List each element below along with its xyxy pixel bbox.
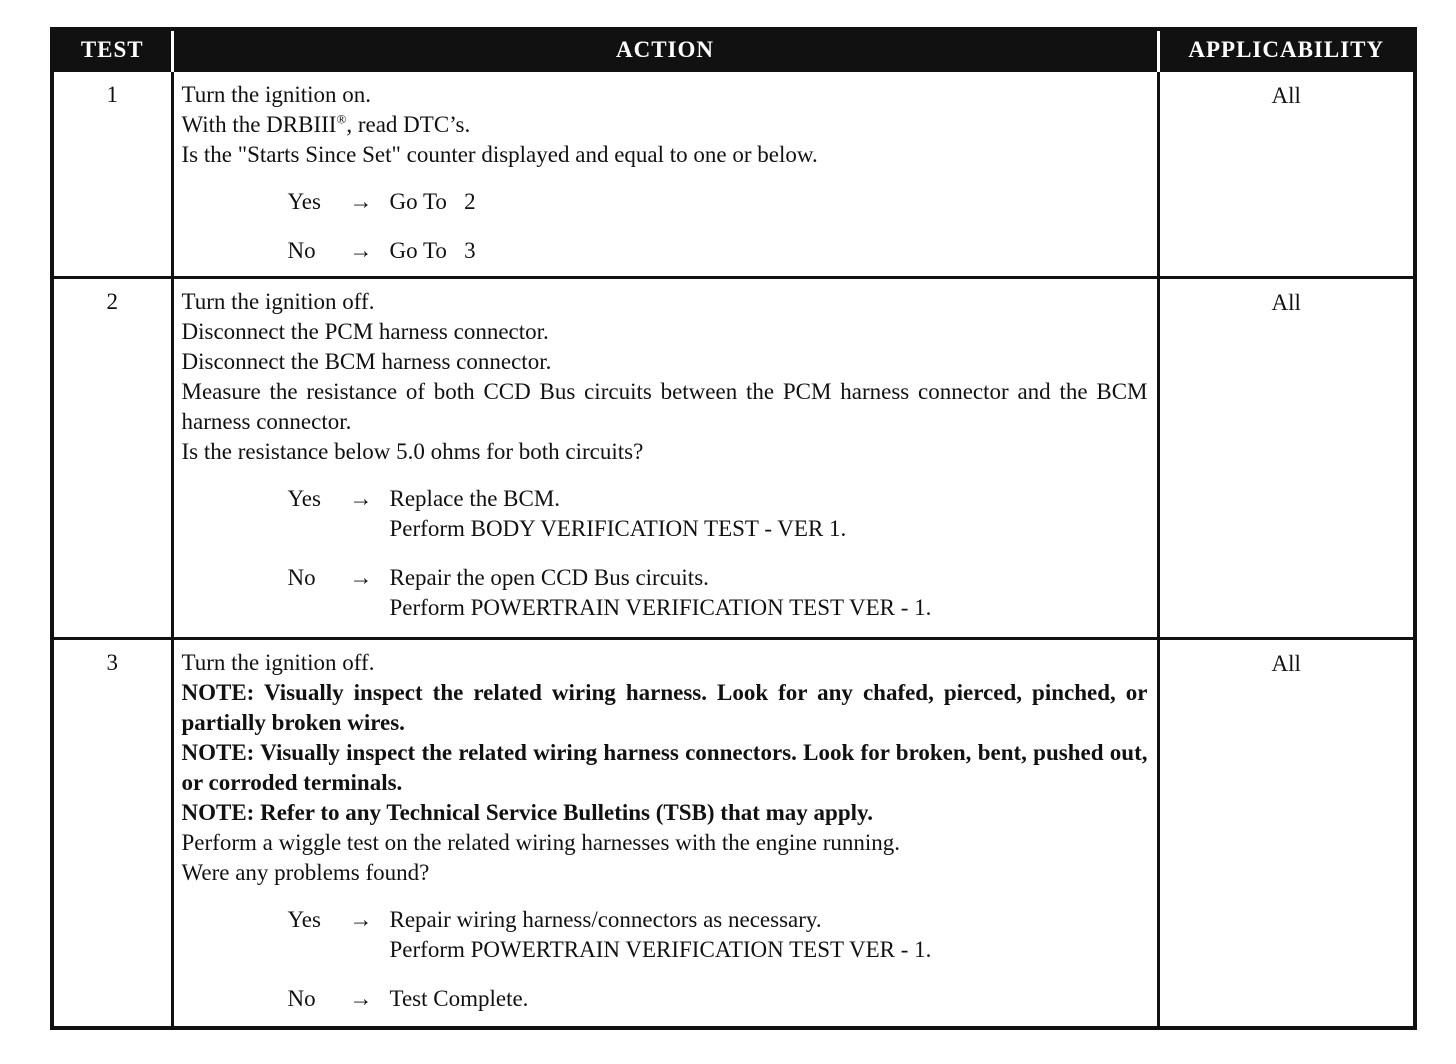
note-text: NOTE: Visually inspect the related wiring harness. Look for any chafed, pierced, pinched, or partially broken wires.: [181, 680, 1148, 735]
right-arrow-icon: →: [349, 238, 373, 263]
result-line: Go To 3: [389, 238, 476, 263]
right-arrow-icon: →: [349, 986, 373, 1011]
action-step: Perform a wiggle test on the related wiring harnesses with the engine running.: [181, 830, 901, 855]
no-label: No: [287, 238, 316, 263]
no-outcome: [288, 236, 1148, 266]
right-arrow-icon: →: [349, 486, 373, 511]
action-step-text: , read DTC’s.: [346, 112, 471, 137]
result-line: Perform BODY VERIFICATION TEST - VER 1.: [389, 516, 847, 541]
applicability-value: All: [1158, 278, 1415, 639]
diagnostic-test-table: [50, 27, 1417, 1030]
action-step: [182, 110, 1148, 140]
result-line: Repair the open CCD Bus circuits.: [389, 565, 709, 590]
applicability-value: All: [1158, 639, 1415, 1028]
yes-result: [390, 905, 1148, 965]
yes-outcome: [288, 484, 1148, 544]
test-action: [172, 639, 1158, 1028]
result-line: Test Complete.: [389, 986, 529, 1011]
test-row-1: [52, 71, 1415, 278]
test-action: [172, 278, 1158, 639]
note-text: NOTE: Refer to any Technical Service Bulletins (TSB) that may apply.: [181, 800, 874, 825]
action-step: Is the "Starts Since Set" counter displayed and equal to one or below.: [181, 142, 818, 167]
yes-label: Yes: [287, 907, 321, 932]
no-result: [390, 236, 1148, 266]
test-row-3: [52, 639, 1415, 1028]
right-arrow-icon: →: [349, 189, 373, 214]
action-step: Turn the ignition off.: [181, 650, 375, 675]
header-action: ACTION: [172, 29, 1158, 71]
yes-result: [390, 187, 1148, 217]
action-step: Turn the ignition off.: [181, 289, 375, 314]
action-step: Is the resistance below 5.0 ohms for both circuits?: [181, 439, 644, 464]
test-number: 1: [52, 71, 172, 278]
yes-outcome: [288, 905, 1148, 965]
yes-label: Yes: [287, 486, 321, 511]
result-line: Replace the BCM.: [389, 486, 561, 511]
no-label: No: [287, 986, 316, 1011]
diagnostic-procedure: [50, 27, 1413, 1030]
test-row-2: [52, 278, 1415, 639]
no-result: [390, 563, 1148, 623]
action-step: Measure the resistance of both CCD Bus circuits between the PCM harness connector and the BCM harness connector.: [181, 379, 1148, 434]
no-result: [390, 984, 1148, 1014]
right-arrow-icon: →: [349, 907, 373, 932]
action-step: Disconnect the PCM harness connector.: [181, 319, 549, 344]
no-outcome: [288, 563, 1148, 623]
applicability-value: All: [1158, 71, 1415, 278]
header-applicability: APPLICABILITY: [1158, 29, 1415, 71]
action-step: Disconnect the BCM harness connector.: [181, 349, 552, 374]
action-step: Were any problems found?: [181, 860, 430, 885]
yes-label: Yes: [287, 189, 321, 214]
test-number: 2: [52, 278, 172, 639]
table-header-row: [52, 29, 1415, 71]
note-text: NOTE: Visually inspect the related wiring harness connectors. Look for broken, bent, pushed out, or corroded terminals.: [181, 740, 1148, 795]
header-test: TEST: [52, 29, 172, 71]
right-arrow-icon: →: [349, 565, 373, 590]
test-action: [172, 71, 1158, 278]
result-line: Go To 2: [389, 189, 476, 214]
result-line: Repair wiring harness/connectors as necessary.: [389, 907, 822, 932]
result-line: Perform POWERTRAIN VERIFICATION TEST VER - 1.: [389, 595, 932, 620]
action-step: Turn the ignition on.: [181, 82, 372, 107]
no-outcome: [288, 984, 1148, 1014]
yes-result: [390, 484, 1148, 544]
yes-outcome: [288, 187, 1148, 217]
test-number: 3: [52, 639, 172, 1028]
action-step-text: With the DRBIII: [181, 112, 337, 137]
registered-mark: ®: [336, 111, 347, 127]
result-line: Perform POWERTRAIN VERIFICATION TEST VER - 1.: [389, 937, 932, 962]
no-label: No: [287, 565, 316, 590]
